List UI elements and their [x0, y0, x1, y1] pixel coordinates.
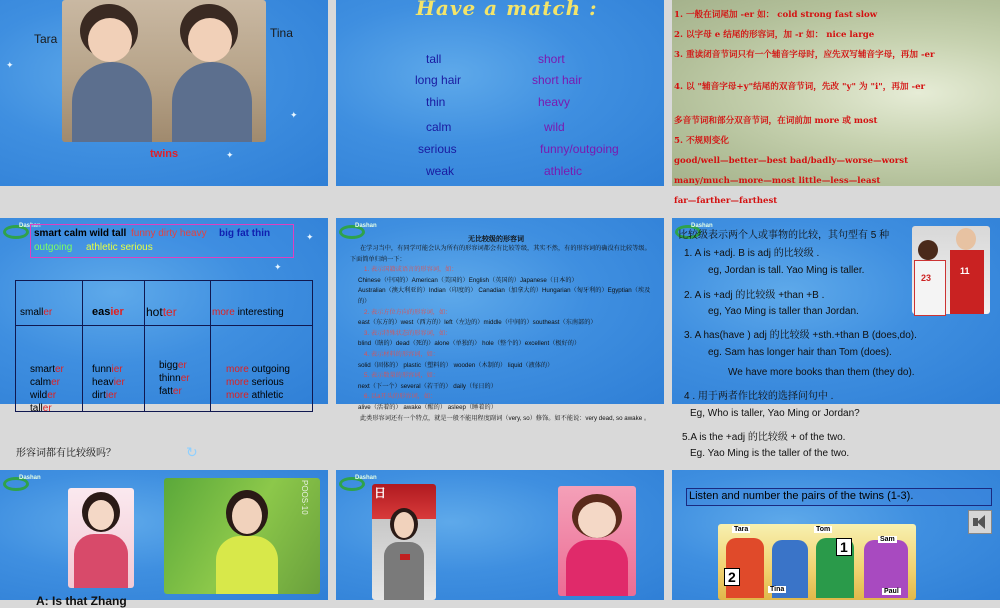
woman-photo-left	[68, 488, 134, 588]
match-right-word: short hair	[532, 73, 583, 87]
column-er	[30, 363, 64, 415]
more-phrase	[226, 377, 284, 388]
comparative-word	[226, 363, 290, 376]
name-tara: Tara	[34, 32, 58, 46]
match-left-word: calm	[426, 120, 452, 134]
more-phrase	[226, 364, 290, 375]
pattern-line: 5.A is the +adj 的比较级 + of the two.	[682, 432, 846, 443]
sparkle-icon: ✦	[290, 110, 298, 120]
comparative-word	[159, 372, 190, 385]
no-comparative-title: 无比较级的形容词	[468, 236, 524, 243]
body-line: 4. 表示材料的形容词，如：	[364, 350, 439, 358]
adjective-word: athletic	[248, 390, 284, 401]
label-tina: Tina	[770, 586, 785, 593]
caption-twins: twins	[150, 148, 179, 160]
word-suffix: er	[172, 386, 182, 397]
word-suffix: er	[177, 360, 187, 371]
pattern-line: eg, Jordan is tall. Yao Ming is taller.	[708, 265, 865, 276]
slide-7-zhang[interactable]	[0, 470, 328, 608]
slide-5-no-comparative[interactable]	[336, 218, 664, 422]
word-group-3: big fat thin	[219, 228, 271, 239]
sparkle-icon: ✦	[226, 150, 234, 160]
name-tina: Tina	[270, 26, 293, 40]
number-2: 2	[724, 568, 740, 586]
word-stem: dirt	[92, 390, 106, 401]
number-1: 1	[836, 538, 852, 556]
word-suffix: er	[51, 377, 61, 388]
next-arrow-icon[interactable]: ↻	[186, 444, 198, 460]
header-smaller: smaller	[20, 307, 53, 318]
pattern-line: 3. A has(have ) adj 的比较级 +sth.+than B (does,do).	[684, 330, 917, 341]
rule-line: many/much—more—most little—less—least	[674, 176, 881, 186]
match-title: Have a match :	[416, 0, 598, 20]
pattern-line: Eg, Who is taller, Yao Ming or Jordan?	[690, 408, 860, 419]
body-line: solid（固体的） plastic（塑料的） wooden（木制的） liquid（液体的）	[358, 361, 554, 369]
column-double-er	[159, 359, 190, 398]
label-paul: Paul	[884, 588, 899, 595]
comparative-table	[15, 280, 313, 412]
more-word: more	[226, 390, 249, 401]
logo-icon: Dashan	[675, 221, 709, 243]
word-group-5: athletic serious	[86, 242, 153, 253]
body-line: 3. 表示特殊状态的形容词，如：	[364, 329, 452, 337]
word-suffix: er	[42, 403, 52, 414]
slide-1-twins[interactable]	[0, 0, 328, 186]
basketball-players-photo	[912, 226, 990, 314]
comparative-word	[226, 376, 290, 389]
match-right-word: funny/outgoing	[540, 142, 619, 156]
pattern-line: 4 . 用于两者作比较的选择问句中 .	[684, 391, 834, 402]
header-easier: easier	[92, 306, 124, 318]
more-phrase	[226, 390, 283, 401]
word-stem: heav	[92, 377, 114, 388]
body-line: Australian（澳大利亚的）Indian（印度的） Canadian（加拿大的）Hungarian（匈牙利的）Egyptian（埃及的）	[358, 287, 651, 305]
comparative-word	[92, 363, 125, 376]
word-suffix: er	[55, 364, 64, 375]
word-suffix: ier	[113, 377, 125, 388]
woman-photo-right	[164, 478, 320, 594]
speaker-icon[interactable]	[968, 510, 992, 534]
word-suffix: ier	[111, 364, 123, 375]
word-stem: tall	[30, 403, 43, 414]
logo-icon: Dashan	[3, 221, 37, 243]
pattern-line: 2. A is +adj 的比较级 +than +B .	[684, 290, 825, 301]
comparative-word	[30, 363, 64, 376]
pattern-line: Eg. Yao Ming is the taller of the two.	[690, 448, 850, 459]
rule-line: 4. 以 "辅音字母+y"结尾的双音节词，先改 "y" 为 "i"，再加 -er	[674, 82, 926, 92]
slide-6-patterns[interactable]	[672, 218, 1000, 459]
more-word: more	[226, 377, 249, 388]
body-line: east（东方的）west（西方的）left（左边的）middle（中间的）southeast（东南部的）	[358, 319, 597, 327]
logo-icon: Dashan	[339, 221, 373, 243]
word-stem: fatt	[159, 386, 173, 397]
comparative-word	[30, 376, 64, 389]
word-stem: funn	[92, 364, 112, 375]
match-left-word: weak	[426, 164, 455, 178]
match-left-word: tall	[426, 52, 442, 66]
more-word: more	[226, 364, 249, 375]
word-stem: bigg	[159, 360, 178, 371]
adjective-word: serious	[248, 377, 284, 388]
rule-line: 多音节词和部分双音节词，在词前加 more 或 most	[674, 116, 878, 126]
comparative-word	[159, 359, 190, 372]
header-hotter: hotter	[146, 305, 177, 319]
twins-photo	[62, 0, 266, 142]
listen-title: Listen and number the pairs of the twins (1-3).	[689, 490, 914, 502]
adjective-word: outgoing	[248, 364, 290, 375]
body-line: 2. 表示方位方向的形容词，如：	[364, 308, 452, 316]
rule-line: 3. 重读闭音节词只有一个辅音字母时，应先双写辅音字母，再加 -er	[674, 50, 935, 60]
column-more	[226, 363, 290, 402]
comparative-word	[159, 385, 190, 398]
patterns-intro: 比较级表示两个人或事物的比较，其句型有 5 种	[678, 230, 890, 241]
label-sam: Sam	[880, 536, 895, 543]
word-stem: thinn	[159, 373, 181, 384]
body-line: 此类形容词还有一个特点，就是一般不能用程度副词（very, so）修饰。如不能说：very dead, so awake 。	[360, 414, 651, 422]
match-right-word: wild	[544, 120, 565, 134]
match-left-word: long hair	[415, 73, 462, 87]
pattern-line: eg, Yao Ming is taller than Jordan.	[708, 306, 859, 317]
body-line: 5. 表示数量的形容词，如：	[364, 372, 439, 380]
column-ier	[92, 363, 125, 402]
match-right-word: heavy	[538, 95, 571, 109]
logo-icon: Dashan	[3, 473, 37, 495]
question-zhang: A: Is that Zhang	[36, 594, 127, 608]
slide-3-rules[interactable]	[672, 0, 1000, 206]
photo-watermark: POOS·10	[300, 480, 309, 515]
pattern-line: 1. A is +adj. B is adj 的比较级 .	[684, 248, 820, 259]
body-line: Chinese（中国的）American（美国的）English（英国的）Japanese（日本的）	[358, 276, 578, 284]
label-tara: Tara	[734, 526, 749, 533]
rule-line: far—farther—farthest	[674, 196, 778, 206]
match-right-word: short	[538, 52, 565, 66]
comparative-word	[226, 389, 290, 402]
word-suffix: ier	[105, 390, 118, 401]
word-suffix: er	[180, 373, 190, 384]
comparative-word	[30, 402, 64, 415]
word-suffix: er	[47, 390, 57, 401]
word-stem: calm	[30, 377, 52, 388]
body-line: blind（瞎的）dead（死的）alone（单独的） hole（整个的）excellent（极好的）	[358, 340, 581, 348]
word-stem: wild	[30, 390, 48, 401]
slide-4-table[interactable]	[0, 218, 328, 460]
word-group-1: smart calm wild tall	[34, 228, 127, 239]
body-line: 在学习当中，有同学可能会认为所有的形容词都会有比较等级，其实不然，有的形容词的确没有比较等级。下面简单归纳一下：	[350, 245, 651, 263]
listen-title-bar	[686, 488, 992, 506]
rule-line: 1. 一般在词尾加 -er 如： cold strong fast slow	[674, 10, 878, 20]
rule-line: 5. 不规则变化	[674, 136, 729, 146]
no-comparative-body	[350, 244, 652, 424]
word-group-4: outgoing	[34, 242, 73, 253]
comparative-word	[92, 389, 125, 402]
header-more-interesting: more interesting	[212, 307, 284, 318]
logo-icon: Dashan	[339, 473, 373, 495]
body-line: alive（活着的） awake（醒的） asleep（睡着的）	[358, 403, 497, 411]
word-stem: smart	[30, 364, 55, 375]
rule-line: good/well—better—best bad/badly—worse—worst	[674, 156, 909, 166]
match-left-word: serious	[418, 142, 457, 156]
pattern-line: eg. Sam has longer hair than Tom (does).	[708, 347, 892, 358]
body-line: 6. 以a开头的形容词，如：	[364, 393, 437, 401]
slide-2-match[interactable]	[336, 0, 664, 186]
match-left-word: thin	[426, 95, 446, 109]
word-box	[30, 224, 294, 258]
match-right-word: athletic	[544, 164, 583, 178]
sparkle-icon: ✦	[274, 262, 282, 272]
sparkle-icon: ✦	[306, 232, 314, 242]
jersey-number-11: 11	[960, 266, 970, 276]
sparkle-icon: ✦	[6, 60, 14, 70]
rule-line: 2. 以字母 e 结尾的形容词，加 -r 如： nice large	[674, 30, 875, 40]
slide-8-photos[interactable]	[336, 470, 664, 600]
comparative-word	[30, 389, 64, 402]
jersey-number-23: 23	[921, 273, 932, 283]
pattern-line: We have more books than them (they do).	[728, 367, 915, 378]
label-tom: Tom	[816, 526, 831, 533]
word-group-2: funny dirty heavy	[131, 228, 207, 239]
comparative-word	[92, 376, 125, 389]
body-line: next（下一个）several（若干的） daily（每日的）	[358, 382, 497, 390]
presenter-photo	[372, 484, 436, 600]
slide-9-listen[interactable]	[672, 470, 1000, 600]
twins-illustration	[718, 524, 916, 600]
banner-character: 日	[374, 486, 387, 500]
body-line: 1. 表示国籍或语言的形容词，如：	[364, 266, 458, 274]
girl-photo	[558, 486, 636, 596]
question-text: 形容词都有比较级吗？	[16, 448, 116, 459]
